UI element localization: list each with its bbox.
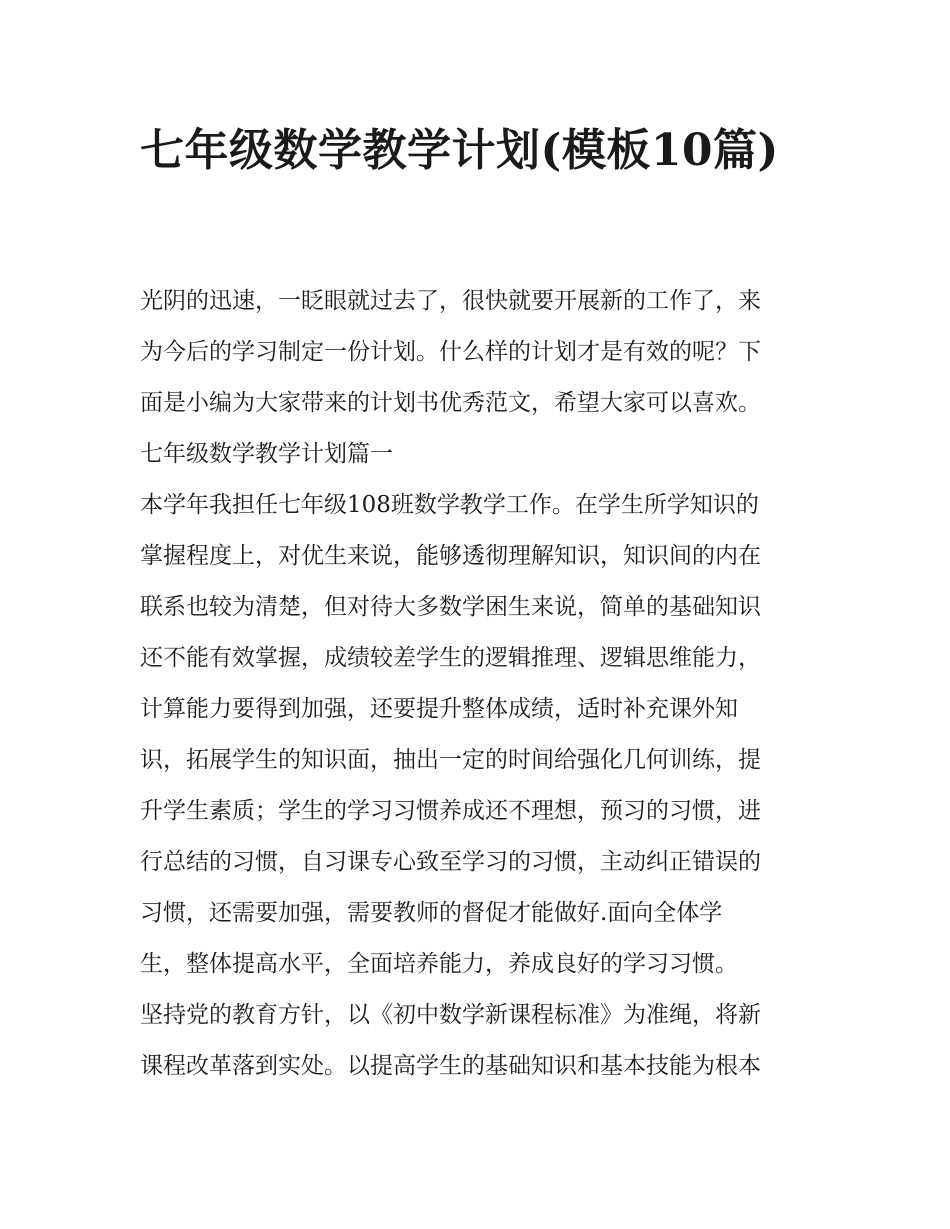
body-line: 生，整体提高水平，全面培养能力，养成良好的学习习惯。	[140, 951, 738, 977]
body-line: 本学年我担任七年级108班数学教学工作。在学生所学知识的	[140, 492, 759, 518]
body-line: 习惯，还需要加强，需要教师的督促才能做好.面向全体学	[140, 900, 723, 926]
body-line: 坚持党的教育方针，以《初中数学新课程标准》为准绳，将新	[140, 1002, 761, 1028]
body-line: 还不能有效掌握，成绩较差学生的逻辑推理、逻辑思维能力，	[140, 645, 761, 671]
document-body	[140, 276, 820, 1092]
body-line: 掌握程度上，对优生来说，能够透彻理解知识，知识间的内在	[140, 543, 761, 569]
body-line: 升学生素质；学生的学习习惯养成还不理想，预习的习惯，进	[140, 798, 761, 824]
body-line: 为今后的学习制定一份计划。什么样的计划才是有效的呢？下	[140, 339, 761, 365]
body-line: 联系也较为清楚，但对待大多数学困生来说，简单的基础知识	[140, 594, 761, 620]
body-line: 识，拓展学生的知识面，抽出一定的时间给强化几何训练，提	[140, 747, 761, 773]
document-title: 七年级数学教学计划(模板10篇)	[140, 125, 779, 176]
body-line: 行总结的习惯，自习课专心致至学习的习惯，主动纠正错误的	[140, 849, 761, 875]
section-heading: 七年级数学教学计划篇一	[140, 441, 393, 467]
body-line: 课程改革落到实处。以提高学生的基础知识和基本技能为根本	[140, 1053, 761, 1079]
body-line: 光阴的迅速，一眨眼就过去了，很快就要开展新的工作了，来	[140, 288, 761, 314]
body-line: 计算能力要得到加强，还要提升整体成绩，适时补充课外知	[140, 696, 738, 722]
body-line: 面是小编为大家带来的计划书优秀范文，希望大家可以喜欢。	[140, 390, 761, 416]
